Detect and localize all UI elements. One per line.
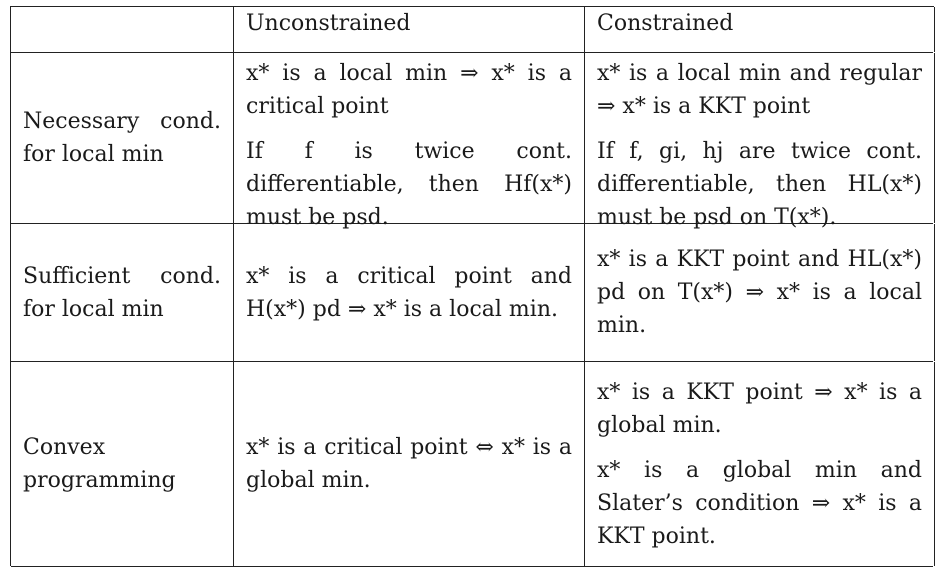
- row-label-text: Necessary cond. for local min: [23, 109, 221, 167]
- row-label-text: Convex programming: [23, 435, 176, 493]
- cell-sufficient-unconstrained: [234, 224, 585, 361]
- row-label-necessary: [11, 53, 234, 223]
- header-row: [11, 7, 933, 53]
- condition-text: x* is a local min and regular ⇒ x* is a KKT point: [597, 61, 922, 119]
- cell-convex-unconstrained: [234, 362, 585, 566]
- condition-text: If f, gi, hj are twice cont. differentiable, then HL(x*) must be psd on T(x*).: [597, 139, 922, 230]
- optimality-conditions-table: [10, 6, 934, 566]
- cell-convex-constrained: [585, 362, 935, 566]
- condition-text: x* is a local min ⇒ x* is a critical point: [246, 61, 572, 119]
- cell-necessary-constrained: [585, 53, 935, 230]
- header-constrained: Constrained: [585, 7, 935, 52]
- table-row: [11, 53, 933, 230]
- header-corner-cell: [11, 7, 234, 52]
- condition-text: x* is a global min and Slater’s condition ⇒ x* is a KKT point.: [597, 457, 922, 549]
- condition-text: x* is a KKT point and HL(x*) pd on T(x*) ⇒ x* is a local min.: [597, 247, 922, 338]
- condition-text: x* is a critical point ⇔ x* is a global min.: [246, 435, 572, 493]
- row-label-sufficient: [11, 224, 234, 361]
- header-unconstrained: Unconstrained: [234, 7, 585, 52]
- condition-text: x* is a KKT point ⇒ x* is a global min.: [597, 379, 922, 438]
- condition-text: x* is a critical point and H(x*) pd ⇒ x* is a local min.: [246, 263, 572, 322]
- condition-text: If f is twice cont. differentiable, then Hf(x*) must be psd.: [246, 139, 572, 230]
- cell-necessary-unconstrained: [234, 53, 585, 230]
- table-row: [11, 224, 933, 362]
- cell-sufficient-constrained: [585, 224, 935, 361]
- row-label-convex: [11, 362, 234, 566]
- table-row: [11, 362, 933, 567]
- row-label-text: Sufficient cond. for local min: [23, 263, 221, 322]
